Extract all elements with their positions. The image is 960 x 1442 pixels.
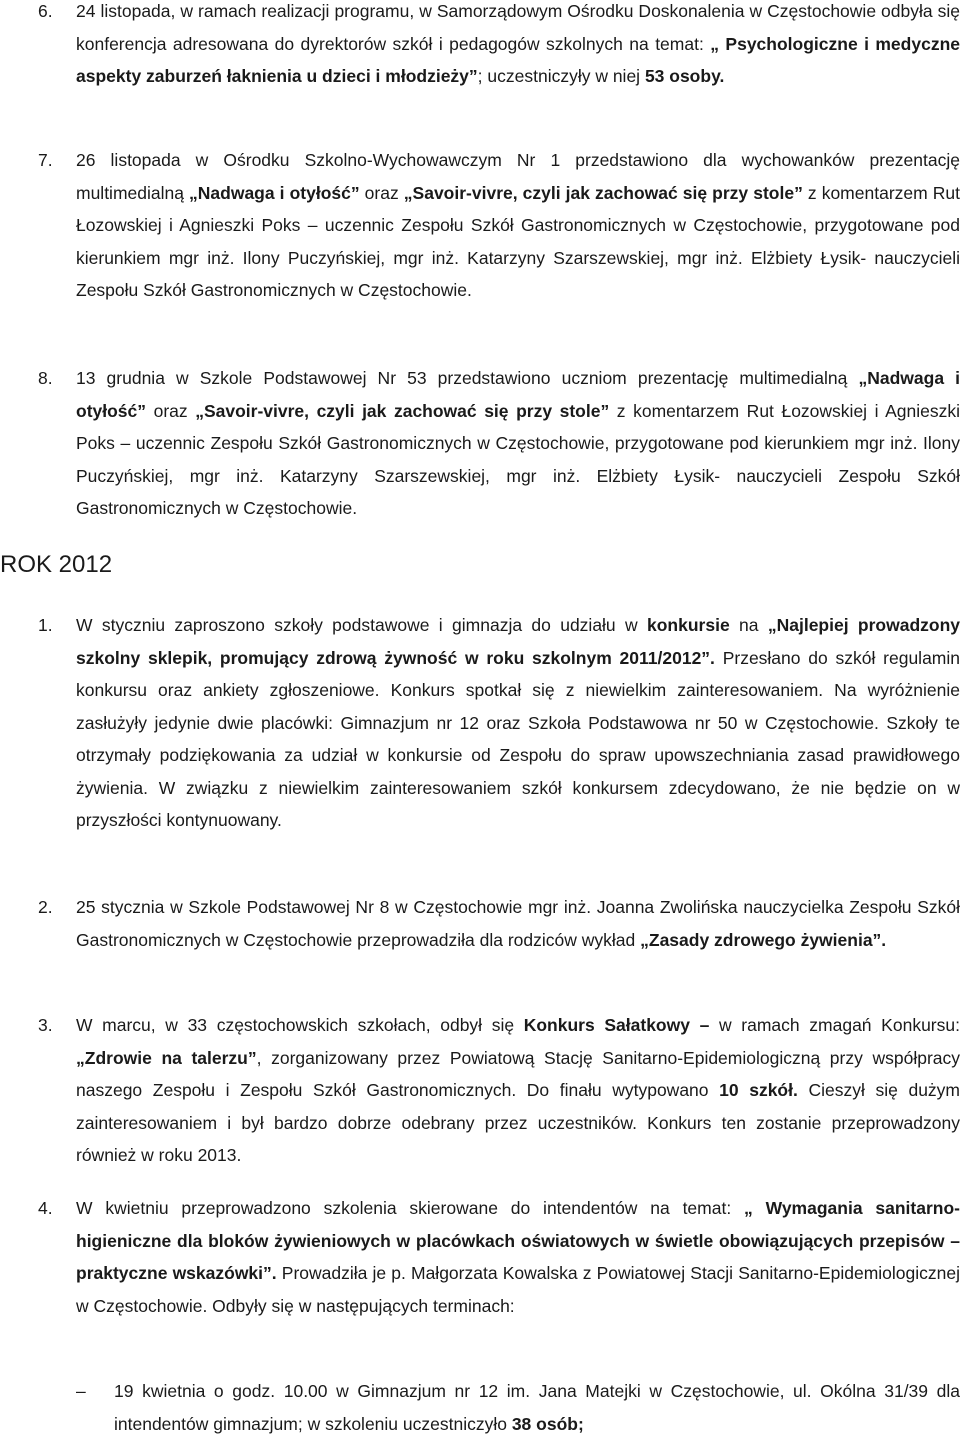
text-run: , zorganizowany przez Powiatową Stację Sanitarno-Epidemiologiczną przy współpracy naszego Zespołu i Zespołu Szkół Gastronomicznych. Do finału wytypowano <box>76 1047 960 1100</box>
text-run: 24 listopada, w ramach realizacji programu, w Samorządowym Ośrodku Doskonalenia w Częstochowie odbyła się konferencja adresowana do dyrektorów szkół i pedagogów szkolnych na temat: <box>76 1 960 54</box>
item-number: 7. <box>38 150 53 170</box>
bold-text: „Nadwaga i otyłość” <box>189 182 360 203</box>
bold-text: „Savoir-vivre, czyli jak zachować się przy stole” <box>195 400 610 421</box>
dash-bullet: – <box>76 1381 86 1401</box>
item-number: 6. <box>38 1 53 21</box>
item-text <box>76 0 960 93</box>
text-run: oraz <box>146 400 196 421</box>
text-run: 13 grudnia w Szkole Podstawowej Nr 53 przedstawiono uczniom prezentację multimedialną <box>76 368 859 388</box>
sub-item-text <box>114 1375 960 1440</box>
bold-text: „Savoir-vivre, czyli jak zachować się przy stole” <box>403 182 803 203</box>
item-text <box>76 1192 960 1322</box>
bold-text: „ Wymagania sanitarno-higieniczne dla bloków żywieniowych w placówkach oświatowych w świetle obowiązujących przepisów – praktyczne wskazówki”. <box>76 1198 960 1283</box>
text-run: W kwietniu przeprowadzono szkolenia skierowane do intendentów na temat: <box>76 1198 745 1218</box>
item-number: 8. <box>38 368 53 388</box>
bold-text: 38 osób; <box>511 1413 584 1434</box>
text-run: z komentarzem Rut Łozowskiej i Agnieszki Poks – uczennic Zespołu Szkół Gastronomicznych w Częstochowie, przygotowane pod kierunkiem mgr inż. Ilony Puczyńskiej, mgr inż. Katarzyny Szarszewskiej, mgr inż. Elżbiety Łysik- nauczycieli Zespołu Szkół Gastronomicznych w Częstochowie. <box>76 182 960 300</box>
text-run: 26 listopada w Ośrodku Szkolno-Wychowawczym Nr 1 przedstawiono dla wychowanków prezentację multimedialną <box>76 150 960 203</box>
text-run: w ramach zmagań Konkursu: <box>709 1015 960 1035</box>
text-run: Przesłano do szkół regulamin konkursu oraz ankiety zgłoszeniowe. Konkurs spotkał się z niewielkim zainteresowaniem. Na wyróżnienie zasłużyły jedynie dwie placówki: Gimnazjum nr 12 oraz Szkoła Podstawowa nr 50 w Częstochowie. Szkoły te otrzymały podziękowania za udział w konkursie od Zespołu do spraw upowszechniania zasad prawidłowego żywienia. W związku z niewielkim zainteresowaniem szkół konkursem zdecydowano, że nie będzie on w przyszłości kontynuowany. <box>76 647 960 830</box>
text-run: 25 stycznia w Szkole Podstawowej Nr 8 w Częstochowie mgr inż. Joanna Zwolińska nauczycielka Zespołu Szkół Gastronomicznych w Częstochowie przeprowadziła dla rodziców wykład <box>76 897 960 950</box>
text-run: oraz <box>359 182 404 203</box>
item-number: 1. <box>38 615 53 635</box>
text-run: z komentarzem Rut Łozowskiej i Agnieszki Poks – uczennic Zespołu Szkół Gastronomicznych w Częstochowie, przygotowane pod kierunkiem mgr inż. Ilony Puczyńskiej, mgr inż. Katarzyny Szarszewskiej, mgr inż. Elżbiety Łysik- nauczycieli Zespołu Szkół Gastronomicznych w Częstochowie. <box>76 400 960 518</box>
text-run: na <box>729 615 768 635</box>
text-run: 19 kwietnia o godz. 10.00 w Gimnazjum nr 12 im. Jana Matejki w Częstochowie, ul. Okólna 31/39 dla intendentów gimnazjum; w szkoleniu uczestniczyło <box>114 1381 960 1434</box>
item-text <box>76 144 960 307</box>
bold-text: „Zdrowie na talerzu” <box>76 1047 257 1068</box>
text-run: W styczniu zaproszono szkoły podstawowe i gimnazja do udziału w <box>76 615 647 635</box>
item-number: 2. <box>38 897 53 917</box>
text-run: W marcu, w 33 częstochowskich szkołach, odbył się <box>76 1015 524 1035</box>
item-text <box>76 362 960 525</box>
text-run: ; uczestniczyły w niej <box>477 66 645 86</box>
bold-text: Konkurs Sałatkowy – <box>523 1015 710 1035</box>
item-text <box>76 609 960 837</box>
item-text <box>76 891 960 956</box>
item-number: 4. <box>38 1198 53 1218</box>
text-run: Cieszył się dużym zainteresowaniem i był bardzo dobrze odebrany przez uczestników. Konkurs ten zostanie przeprowadzony również w roku 2013. <box>76 1080 960 1165</box>
section-heading: ROK 2012 <box>0 551 113 578</box>
text-run: Prowadziła je p. Małgorzata Kowalska z Powiatowej Stacji Sanitarno-Epidemiologicznej w Częstochowie. Odbyły się w następujących terminach: <box>76 1263 960 1316</box>
bold-text: „Nadwaga i otyłość” <box>76 368 960 421</box>
item-text <box>76 1009 960 1172</box>
bold-text: konkursie <box>647 615 730 635</box>
bold-text: „Zasady zdrowego żywienia”. <box>640 929 887 950</box>
bold-text: 53 osoby. <box>644 66 725 86</box>
bold-text: 10 szkół. <box>719 1080 798 1100</box>
item-number: 3. <box>38 1015 53 1035</box>
bold-text: „ Psychologiczne i medyczne aspekty zaburzeń łaknienia u dzieci i młodzieży” <box>76 33 960 86</box>
bold-text: „Najlepiej prowadzony szkolny sklepik, promujący zdrową żywność w roku szkolnym 2011/2012”. <box>76 615 960 668</box>
